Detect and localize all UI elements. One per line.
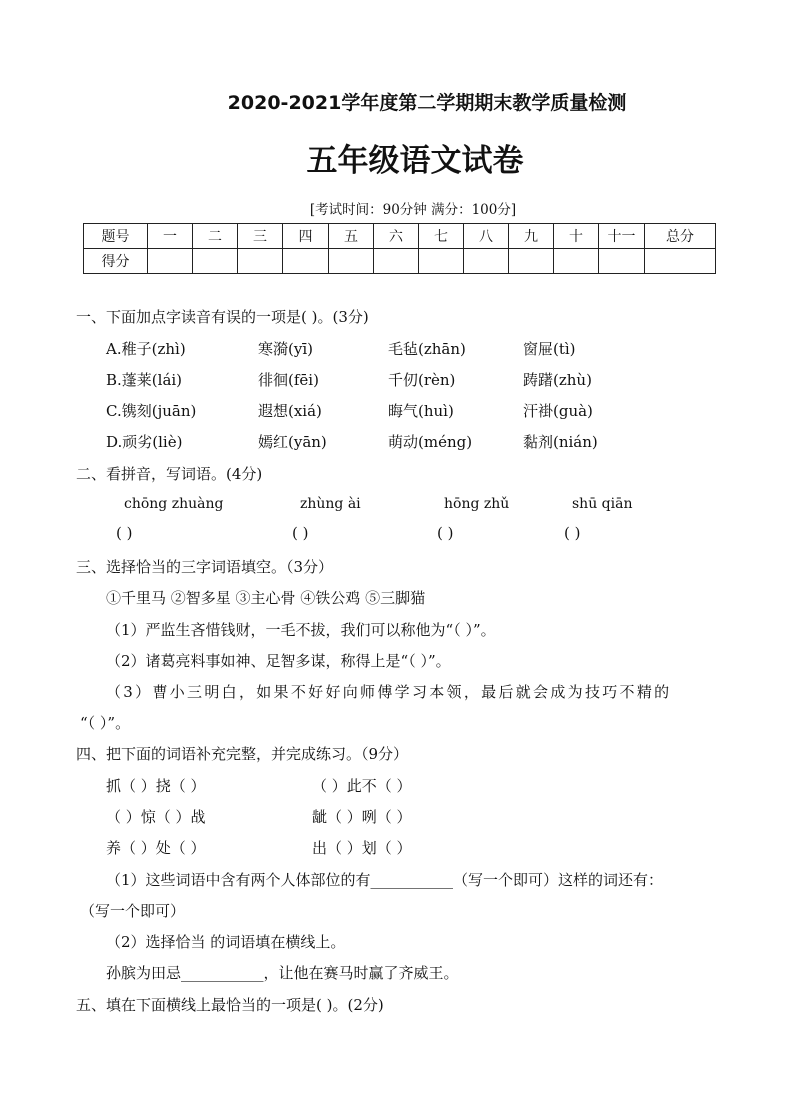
q1-option: D.顽劣(liè) [106, 433, 183, 451]
q1-option: 萌动(méng) [388, 433, 473, 451]
score-input-cell[interactable] [645, 249, 716, 274]
score-input-cell[interactable] [329, 249, 374, 274]
q2-answer-box[interactable]: ( ) [437, 524, 454, 542]
q3-sentence-1: （1）严监生吝惜钱财，一毛不拔，我们可以称他为“（ ）”。 [106, 621, 496, 639]
q3-sentence-2: （2）诸葛亮料事如神、足智多谋，称得上是“（ ）”。 [106, 652, 451, 670]
q3-sentence-3: （3）曹小三明白，如果不好好向师傅学习本领，最后就会成为技巧不精的 [106, 683, 672, 701]
q4-word-blank[interactable]: 出（ ）划（ ） [312, 839, 412, 857]
score-cell: 四 [283, 224, 329, 249]
score-table-score-row [84, 249, 716, 274]
score-table-header-row [84, 224, 716, 249]
score-cell: 一 [148, 224, 193, 249]
q4-sub-1-cont: （写一个即可） [80, 902, 186, 920]
q1-option: 汗褂(guà) [523, 402, 593, 420]
score-input-cell[interactable] [238, 249, 283, 274]
exam-title: 五年级语文试卷 [306, 143, 524, 179]
q4-sub-2: （2）选择恰当 的词语填在横线上。 [106, 933, 346, 951]
q5-stem: 五、填在下面横线上最恰当的一项是( )。(2分) [76, 996, 384, 1014]
exam-info: [考试时间：90分钟 满分：100分] [309, 202, 517, 218]
q4-word-blank[interactable]: 养（ ）处（ ） [106, 839, 206, 857]
q1-option: A.稚子(zhì) [106, 340, 186, 358]
score-table [83, 223, 716, 274]
q2-answer-box[interactable]: ( ) [564, 524, 581, 542]
exam-header: 2020-2021学年度第二学期期末教学质量检测 [227, 92, 627, 114]
q4-word-blank[interactable]: 龇（ ）咧（ ） [312, 808, 412, 826]
q2-stem: 二、看拼音，写词语。(4分) [76, 465, 263, 483]
score-input-cell[interactable] [374, 249, 419, 274]
score-cell: 题号 [84, 224, 148, 249]
score-cell: 七 [419, 224, 464, 249]
score-cell: 得分 [84, 249, 148, 274]
q4-word-blank[interactable]: 抓（ ）挠（ ） [106, 777, 206, 795]
score-cell: 五 [329, 224, 374, 249]
q3-options: ①千里马 ②智多星 ③主心骨 ④铁公鸡 ⑤三脚猫 [106, 589, 426, 607]
q1-option: 晦气(huì) [388, 402, 454, 420]
q4-word-blank[interactable]: （ ）此不（ ） [312, 777, 412, 795]
q1-option: 遐想(xiá) [258, 402, 322, 420]
q4-word-blank[interactable]: （ ）惊（ ）战 [106, 808, 206, 826]
q4-sub-1: （1）这些词语中含有两个人体部位的有___________（写一个即可）这样的词还有： [106, 871, 664, 889]
score-cell: 九 [509, 224, 554, 249]
score-input-cell[interactable] [419, 249, 464, 274]
score-cell: 三 [238, 224, 283, 249]
score-cell: 总分 [645, 224, 716, 249]
q2-pinyin: zhùng ài [300, 496, 361, 512]
score-cell: 十 [554, 224, 599, 249]
q2-pinyin: hōng zhǔ [444, 496, 510, 512]
q2-pinyin: shū qiān [572, 496, 633, 512]
q4-sub-2-sentence: 孙膑为田忌___________，让他在赛马时赢了齐威王。 [106, 964, 459, 982]
q1-option: C.镌刻(juān) [106, 402, 197, 420]
score-input-cell[interactable] [283, 249, 329, 274]
score-cell: 二 [193, 224, 238, 249]
q3-stem: 三、选择恰当的三字词语填空。（3分） [76, 558, 334, 576]
q2-answer-box[interactable]: ( ) [292, 524, 309, 542]
q1-option: 黏剂(nián) [523, 433, 598, 451]
score-cell: 六 [374, 224, 419, 249]
q1-option: 毛毡(zhān) [388, 340, 466, 358]
q1-option: 寒漪(yī) [258, 340, 313, 358]
q3-sentence-3-cont: “（ ）”。 [80, 714, 131, 732]
score-input-cell[interactable] [193, 249, 238, 274]
score-cell: 八 [464, 224, 509, 249]
q1-option: 嫣红(yān) [258, 433, 327, 451]
q1-option: 徘徊(fēi) [258, 371, 319, 389]
q2-pinyin: chōng zhuàng [124, 496, 224, 512]
q1-option: B.蓬莱(lái) [106, 371, 183, 389]
score-cell: 十一 [599, 224, 645, 249]
score-input-cell[interactable] [554, 249, 599, 274]
score-input-cell[interactable] [599, 249, 645, 274]
score-input-cell[interactable] [148, 249, 193, 274]
q1-option: 千仞(rèn) [388, 371, 456, 389]
q4-stem: 四、把下面的词语补充完整，并完成练习。（9分） [76, 745, 409, 763]
q1-option: 踌躇(zhù) [523, 371, 592, 389]
q2-answer-box[interactable]: ( ) [116, 524, 133, 542]
q1-option: 窗屉(tì) [523, 340, 576, 358]
score-input-cell[interactable] [464, 249, 509, 274]
q1-stem: 一、下面加点字读音有误的一项是( )。(3分) [76, 308, 369, 326]
score-input-cell[interactable] [509, 249, 554, 274]
